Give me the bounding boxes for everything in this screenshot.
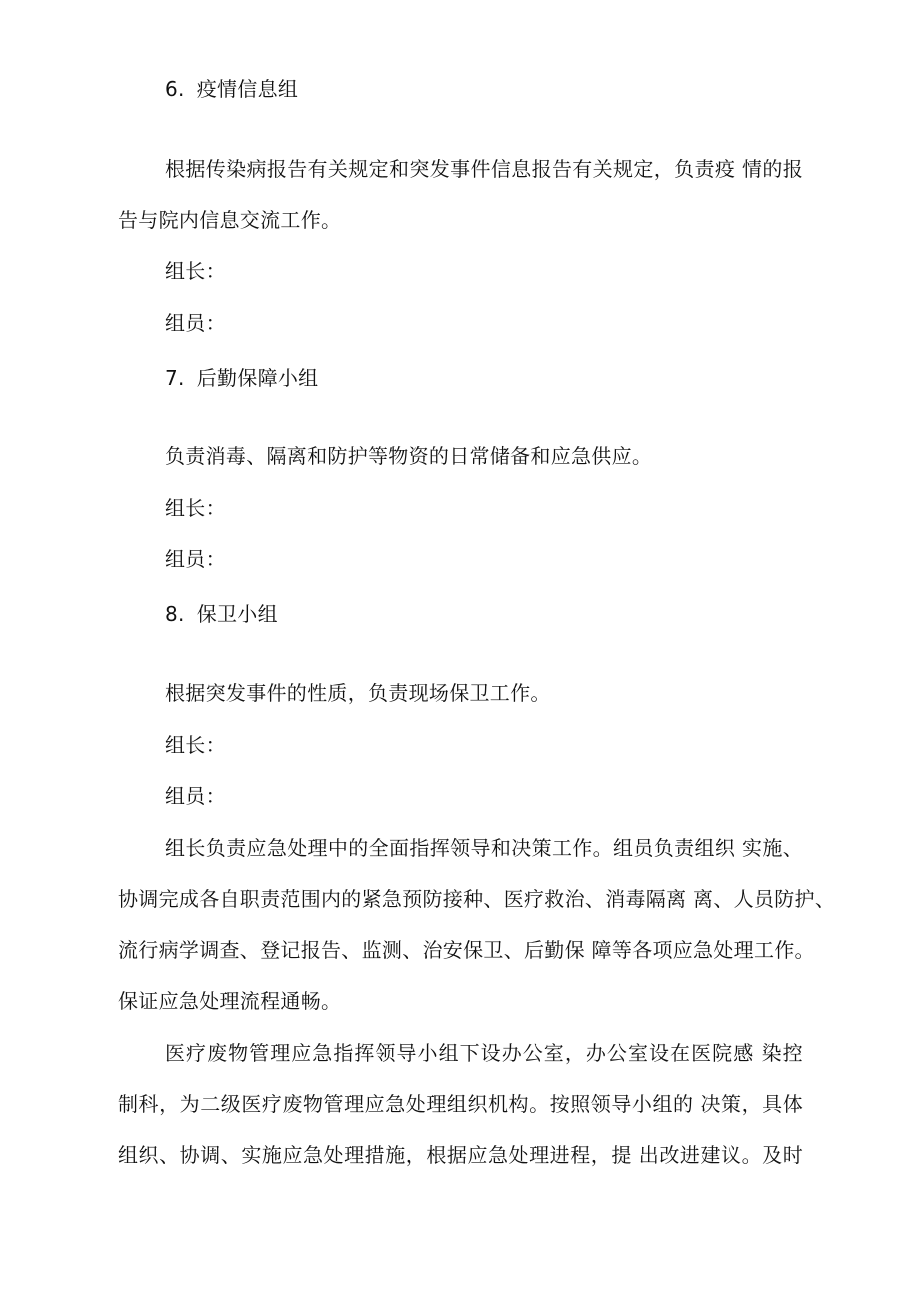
paragraph-1-line-2: 协调完成各自职责范围内的紧急预防接种、医疗救治、消毒隔离 离、人员防护、 <box>118 887 836 911</box>
paragraph-2-line-1: 医疗废物管理应急指挥领导小组下设办公室，办公室设在医院感 染控 <box>165 1041 803 1065</box>
section-8-leader-label: 组长： <box>165 733 226 757</box>
paragraph-1-line-4: 保证应急处理流程通畅。 <box>118 989 342 1013</box>
paragraph-2-line-3: 组织、协调、实施应急处理措施，根据应急处理进程，提 出改进建议。及时 <box>118 1143 803 1167</box>
section-8-description: 根据突发事件的性质，负责现场保卫工作。 <box>165 681 551 705</box>
section-8-member-label: 组员： <box>165 784 226 808</box>
section-title: 保卫小组 <box>196 602 278 626</box>
paragraph-2-line-2: 制科，为二级医疗废物管理应急处理组织机构。按照领导小组的 决策，具体 <box>118 1092 803 1116</box>
section-number: 7. <box>165 366 185 390</box>
section-number: 8. <box>165 602 185 626</box>
paragraph-1-line-3: 流行病学调查、登记报告、监测、治安保卫、后勤保 障等各项应急处理工作。 <box>118 938 815 962</box>
section-7-member-label: 组员： <box>165 547 226 571</box>
section-6-leader-label: 组长： <box>165 259 226 283</box>
paragraph-1-line-1: 组长负责应急处理中的全面指挥领导和决策工作。组员负责组织 实施、 <box>165 836 803 860</box>
section-6-heading <box>165 76 298 102</box>
section-8-heading <box>165 601 278 627</box>
section-title: 疫情信息组 <box>196 77 299 101</box>
section-7-leader-label: 组长： <box>165 496 226 520</box>
section-6-member-label: 组员： <box>165 311 226 335</box>
section-6-description-line-2: 告与院内信息交流工作。 <box>118 208 342 232</box>
section-number: 6. <box>165 77 185 101</box>
section-7-heading <box>165 365 319 391</box>
section-title: 后勤保障小组 <box>196 366 319 390</box>
section-6-description-line-1: 根据传染病报告有关规定和突发事件信息报告有关规定，负责疫 情的报 <box>165 157 803 181</box>
section-7-description: 负责消毒、隔离和防护等物资的日常储备和应急供应。 <box>165 444 653 468</box>
